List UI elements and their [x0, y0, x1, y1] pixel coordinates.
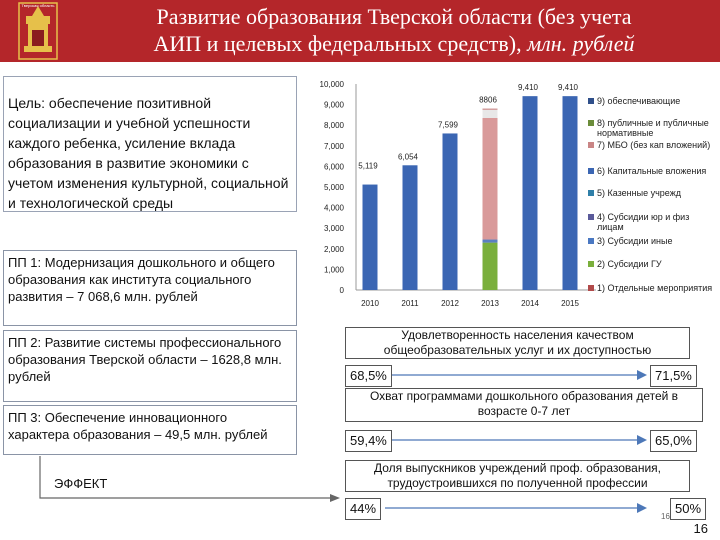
legend-swatch: [588, 190, 594, 196]
legend-item-label: 3) Субсидии иные: [597, 236, 673, 246]
y-tick-label: 1,000: [323, 265, 344, 275]
title-unit: млн. рублей: [527, 31, 635, 56]
y-tick-label: 10,000: [319, 80, 344, 89]
title-line-1: Развитие образования Тверской области (без учета: [156, 4, 632, 29]
bar-2011-segment: [403, 165, 418, 290]
page-number: 16: [693, 521, 708, 536]
bar-data-label: 6,054: [397, 152, 419, 162]
kpi-arrow: [345, 498, 705, 518]
legend-item-label: 6) Капитальные вложения: [597, 166, 707, 176]
program-box-3: [3, 405, 297, 455]
bar-2013-segment: [483, 240, 498, 243]
goal-text: обеспечение позитивной социализации и учебной успешности каждого ребенка, усиление вклада образования в развитие экономики с учетом изменения культурной, социальной и технологической среды: [8, 95, 289, 211]
legend-item-label: 9) обеспечивающие: [597, 96, 681, 106]
y-tick-label: 3,000: [323, 224, 344, 234]
bar-2013-segment: [483, 109, 498, 110]
goal-box: [3, 76, 297, 212]
legend-item-label: 5) Казенные учрежд: [597, 188, 681, 198]
y-tick-label: 6,000: [323, 162, 344, 172]
kpi-from-value: 68,5%: [345, 365, 392, 387]
legend-swatch: [588, 238, 594, 244]
kpi-arrow-head: [637, 370, 647, 380]
effect-label: ЭФФЕКТ: [54, 476, 108, 491]
bar-data-label: 9,410: [517, 83, 539, 93]
legend-item-label: 4) Субсидии юр и физ лицам: [597, 212, 690, 232]
coat-of-arms-icon: [18, 2, 58, 60]
program-text: ПП 1: Модернизация дошкольного и общего образования как института социального развития – 7 068,6 млн. рублей: [8, 255, 275, 304]
bar-2013-segment: [483, 118, 498, 240]
kpi-title: Удовлетворенность населения качеством общеобразовательных услуг и их доступностью: [345, 327, 690, 359]
budget-bar-chart: [300, 76, 600, 321]
header-bar: [0, 0, 720, 62]
bar-2014-segment: [523, 96, 538, 290]
kpi-from-value: 44%: [345, 498, 381, 520]
bar-2012-segment: [443, 133, 458, 290]
y-tick-label: 4,000: [323, 203, 344, 213]
title-line-2: АИП и целевых федеральных средств), млн. рублей: [153, 31, 635, 56]
bar-data-label: 8806: [479, 95, 497, 105]
legend-swatch: [588, 168, 594, 174]
kpi-title: Доля выпускников учреждений проф. образования, трудоустроившихся по полученной профессии: [345, 460, 690, 492]
page-title: [74, 3, 714, 57]
goal-label: Цель:: [8, 95, 49, 111]
bar-data-label: 5,119: [358, 161, 378, 171]
kpi-title: Охват программами дошкольного образования детей в возрасте 0-7 лет: [345, 388, 703, 422]
page-number-small: 16: [661, 512, 670, 521]
x-tick-label: 2010: [361, 299, 379, 308]
y-tick-label: 7,000: [323, 141, 344, 151]
bar-2015-segment: [563, 96, 578, 290]
bar-data-label: 9,410: [557, 83, 579, 93]
kpi-to-value: 71,5%: [650, 365, 697, 387]
emblem-caption: Тверская область: [21, 3, 55, 8]
legend-swatch: [588, 261, 594, 267]
bar-2010-segment: [363, 185, 378, 290]
program-box-1: [3, 250, 297, 326]
kpi-to-value: 50%: [670, 498, 706, 520]
legend-swatch: [588, 142, 594, 148]
legend-item-label: 8) публичные и публичные нормативные: [597, 118, 709, 138]
legend-item-label: 7) МБО (без кап вложений): [597, 140, 711, 150]
legend-swatch: [588, 214, 594, 220]
x-tick-label: 2015: [561, 299, 579, 308]
bar-2013-segment: [483, 243, 498, 290]
y-tick-label: 0: [339, 286, 344, 295]
y-tick-label: 8,000: [323, 121, 344, 131]
kpi-arrow-head: [637, 503, 647, 513]
program-text: ПП 2: Развитие системы профессионального образования Тверской области – 1628,8 млн. рублей: [8, 335, 282, 384]
y-tick-label: 2,000: [323, 244, 344, 254]
x-tick-label: 2013: [481, 299, 499, 308]
x-tick-label: 2011: [401, 299, 419, 308]
bar-data-label: 7,599: [437, 120, 459, 130]
program-text: ПП 3: Обеспечение инновационного характера образования – 49,5 млн. рублей: [8, 410, 268, 442]
legend-item-label: 2) Субсидии ГУ: [597, 259, 662, 269]
y-tick-label: 5,000: [323, 183, 344, 192]
bar-2013-segment: [483, 110, 498, 118]
kpi-to-value: 65,0%: [650, 430, 697, 452]
program-box-2: [3, 330, 297, 402]
legend-item-label: 1) Отдельные мероприятия: [597, 283, 713, 293]
legend-swatch: [588, 285, 594, 291]
kpi-from-value: 59,4%: [345, 430, 392, 452]
effect-connector: [0, 450, 350, 520]
legend-swatch: [588, 120, 594, 126]
x-tick-label: 2014: [521, 299, 539, 308]
x-tick-label: 2012: [441, 299, 459, 308]
kpi-arrow-head: [637, 435, 647, 445]
y-tick-label: 9,000: [323, 100, 344, 110]
legend-swatch: [588, 98, 594, 104]
